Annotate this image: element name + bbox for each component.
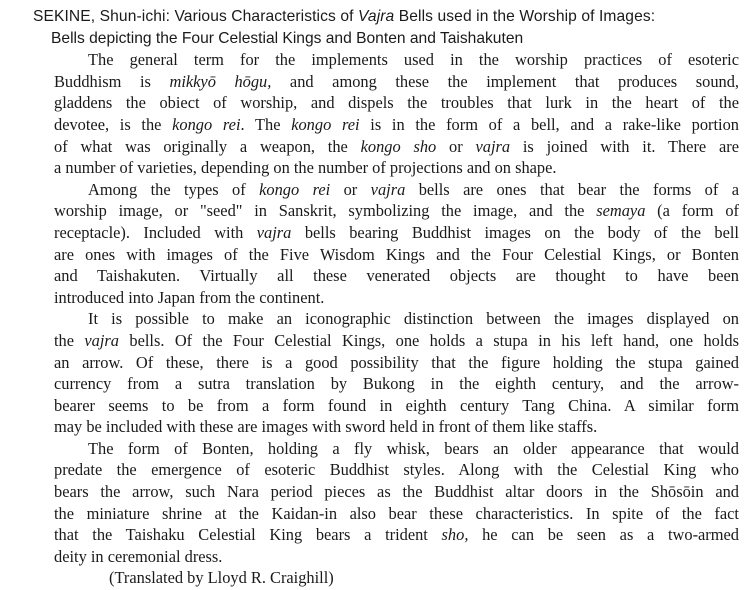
text-line: the vajra bells. Of the Four Celestial Kings, one holds a stupa in his left hand, one holds <box>54 330 739 350</box>
italic-term: vajra <box>256 222 292 242</box>
author-name: SEKINE, Shun-ichi <box>33 8 166 25</box>
text-line: may be included with these are images with sword held in front of them like staffs. <box>54 417 598 437</box>
italic-term: vajra <box>370 179 406 199</box>
text-line: currency from a sutra translation by Bukong in the eighth century, and the arrow- <box>54 374 739 394</box>
text-line: bears the arrow, such Nara period pieces as the Buddhist altar doors in the Shōsōin and <box>54 482 739 502</box>
text-line: deity in ceremonial dress. <box>54 546 223 566</box>
text-line: worship image, or "seed" in Sanskrit, symbolizing the image, and the semaya (a form of <box>54 201 739 221</box>
italic-term: kongo rei <box>172 114 241 134</box>
italic-term: semaya <box>596 201 646 221</box>
paragraph <box>54 179 739 309</box>
article-subtitle: Bells depicting the Four Celestial Kings and Bonten and Taishakuten <box>51 29 524 47</box>
text-line: Buddhism is mikkyō hōgu, and among these the implement that produces sound, <box>54 71 740 91</box>
paragraph <box>54 308 739 438</box>
text-line: bearer seems to be from a form found in eighth century Tang China. A similar form <box>54 395 739 415</box>
article-body <box>54 49 739 567</box>
text-line: predate the emergence of esoteric Buddhist styles. Along with the Celestial King who <box>54 460 739 480</box>
title-prefix: Various Characteristics of <box>174 8 354 25</box>
text-line: of what was originally a weapon, the kongo sho or vajra is joined with it. There are <box>54 136 739 156</box>
paragraph <box>54 438 739 568</box>
text-line: It is possible to make an iconographic distinction between the images displayed on <box>88 309 739 329</box>
italic-term: kongo sho <box>360 136 437 156</box>
text-line: an arrow. Of these, there is a good possibility that the figure holding the stupa gained <box>54 352 739 372</box>
text-line: and Taishakuten. Virtually all these venerated objects are thought to have been <box>54 266 739 286</box>
heading-separator: : <box>165 8 171 25</box>
translator-credit: (Translated by Lloyd R. Craighill) <box>109 568 334 588</box>
text-line: the miniature shrine at the Kaidan-in also bear these characteristics. In spite of the fact <box>54 503 739 523</box>
paragraph <box>54 49 739 179</box>
article-abstract <box>33 6 738 589</box>
italic-term: vajra <box>475 136 511 156</box>
italic-term: kongo rei <box>291 114 360 134</box>
text-line: The general term for the implements used in the worship practices of esoteric <box>88 50 739 70</box>
text-line: are ones with images of the Five Wisdom Kings and the Four Celestial Kings, or Bonten <box>54 244 739 264</box>
text-line: The form of Bonten, holding a fly whisk, bears an older appearance that would <box>88 438 739 458</box>
italic-term: mikkyō hōgu, <box>169 71 272 91</box>
text-line: that the Taishaku Celestial King bears a trident sho, he can be seen as a two-armed <box>54 525 739 545</box>
text-line: gladdens the obiect of worship, and dispels the troubles that lurk in the heart of the <box>54 93 739 113</box>
text-line: a number of varieties, depending on the number of projections and on shape. <box>54 158 557 178</box>
article-heading <box>33 6 738 28</box>
italic-term: vajra <box>84 330 120 350</box>
title-italic-term: Vajra <box>358 8 395 25</box>
text-line: Among the types of kongo rei or vajra bells are ones that bear the forms of a <box>88 179 739 199</box>
title-suffix: Bells used in the Worship of Images: <box>398 8 656 25</box>
text-line: devotee, is the kongo rei. The kongo rei is in the form of a bell, and a rake-like portion <box>54 114 739 134</box>
text-line: introduced into Japan from the continent. <box>54 287 325 307</box>
italic-term: kongo rei <box>259 179 331 199</box>
text-line: receptacle). Included with vajra bells bearing Buddhist images on the body of the bell <box>54 222 739 242</box>
italic-term: sho, <box>441 525 469 545</box>
